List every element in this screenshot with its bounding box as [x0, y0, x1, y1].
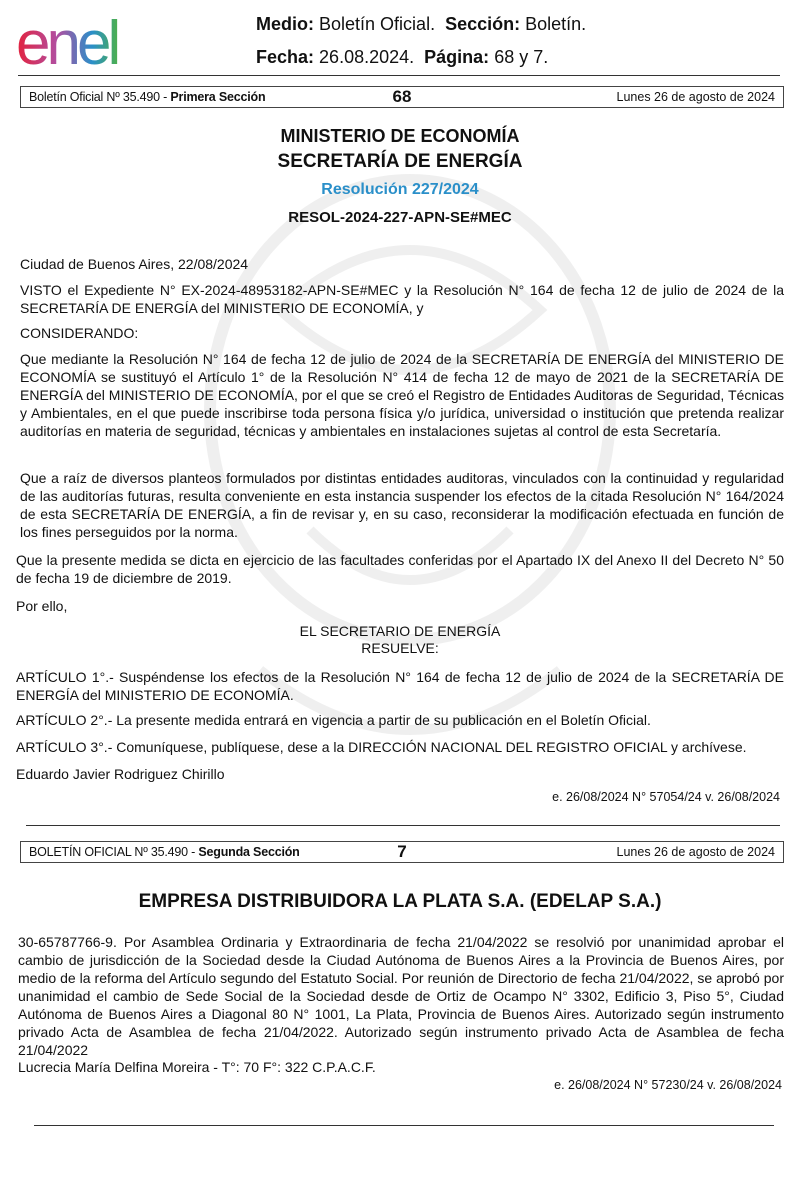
logo-text: enel — [16, 9, 118, 72]
publication-reference-2: e. 26/08/2024 N° 57230/24 v. 26/08/2024 — [554, 1078, 782, 1092]
considerando-label: CONSIDERANDO: — [20, 325, 139, 341]
medio-value: Boletín Oficial. — [319, 14, 436, 34]
band-date: Lunes 26 de agosto de 2024 — [616, 845, 775, 859]
medio-label: Medio: — [256, 14, 314, 34]
resuelve-heading: RESUELVE: — [361, 640, 439, 656]
article-1: ARTÍCULO 1°.- Suspéndense los efectos de la Resolución N° 164 de fecha 12 de julio de 2024 de la SECRETARÍA DE ENERGÍA del MINISTERIO DE ECONOMÍA. — [16, 669, 784, 703]
header-divider — [18, 75, 780, 76]
article-2: ARTÍCULO 2°.- La presente medida entrará en vigencia a partir de su publicación en el Boletín Oficial. — [16, 712, 651, 728]
footer-divider — [34, 1125, 774, 1126]
band-left: Boletín Oficial Nº 35.490 - Primera Sección — [29, 90, 266, 104]
pagina-value: 68 y 7. — [494, 47, 549, 67]
band-left: BOLETÍN OFICIAL Nº 35.490 - Segunda Sección — [29, 845, 300, 859]
secretaria-heading: SECRETARÍA DE ENERGÍA — [277, 151, 523, 172]
publication-reference-1: e. 26/08/2024 N° 57054/24 v. 26/08/2024 — [552, 790, 780, 804]
page-68-header-band — [20, 86, 784, 108]
resolution-title: Resolución 227/2024 — [321, 181, 479, 198]
article-3: ARTÍCULO 3°.- Comuníquese, publíquese, dese a la DIRECCIÓN NACIONAL DEL REGISTRO OFICIAL y archívese. — [16, 739, 747, 755]
band-page-number: 7 — [397, 842, 407, 861]
visto-paragraph: VISTO el Expediente N° EX-2024-48953182-APN-SE#MEC y la Resolución N° 164 de fecha 12 de julio de 2024 de la SECRETARÍA DE ENERGÍA del MINISTERIO DE ECONOMÍA, y — [20, 282, 784, 316]
notice-signer: Lucrecia María Delfina Moreira - T°: 70 F°: 322 C.P.A.C.F. — [18, 1059, 376, 1075]
considerando-paragraph-3: Que la presente medida se dicta en ejercicio de las facultades conferidas por el Apartado IX del Anexo II del Decreto N° 50 de fecha 19 de diciembre de 2019. — [16, 552, 784, 586]
company-heading: EMPRESA DISTRIBUIDORA LA PLATA S.A. (EDELAP S.A.) — [138, 891, 662, 912]
band-page-number: 68 — [392, 87, 412, 106]
resolution-code: RESOL-2024-227-APN-SE#MEC — [288, 209, 512, 226]
considerando-paragraph-2: Que a raíz de diversos planteos formulados por distintas entidades auditoras, vinculados con la continuidad y regularidad de las auditorías futuras, resulta conveniente en esta instancia suspender los efectos de la citada Resolución N° 164/2024 de esta SECRETARÍA DE ENERGÍA, a fin de revisar y, en su caso, reconsiderar la modificación efectuada en función de los fines perseguidos por la norma. — [20, 470, 784, 540]
clipping-medio-line — [256, 14, 586, 35]
fecha-label: Fecha: — [256, 47, 315, 67]
considerando-paragraph-1: Que mediante la Resolución N° 164 de fecha 12 de julio de 2024 de la SECRETARÍA DE ENERGÍA del MINISTERIO DE ECONOMÍA se sustituyó el Artículo 1° de la Resolución N° 414 de fecha 12 de mayo de 2021 de la SECRETARÍA DE ENERGÍA del MINISTERIO DE ECONOMÍA, por el que se creó el Registro de Entidades Auditoras de Seguridad, Técnicas y Ambientales, en el que puede inscribirse toda persona física y/o jurídica, universidad o institución que pretenda realizar auditorías en materia de seguridad, técnicas y ambientales en instalaciones sujetas al control de esta Secretaría. — [20, 351, 784, 439]
signature: Eduardo Javier Rodriguez Chirillo — [16, 766, 225, 782]
ministry-heading: MINISTERIO DE ECONOMÍA — [280, 126, 520, 146]
fecha-value: 26.08.2024. — [319, 47, 415, 67]
band-date: Lunes 26 de agosto de 2024 — [616, 90, 775, 104]
seccion-label: Sección: — [445, 14, 521, 34]
por-ello: Por ello, — [16, 598, 68, 614]
clipping-fecha-line — [256, 47, 548, 68]
pagina-label: Página: — [424, 47, 490, 67]
company-notice-body: 30-65787766-9. Por Asamblea Ordinaria y Extraordinaria de fecha 21/04/2022 se resolvió por unanimidad aprobar el cambio de jurisdicción de la Sociedad desde la Ciudad Autónoma de Buenos Aires a la Provincia de Buenos Aires, por medio de la reforma del Artículo segundo del Estatuto Social. Por reunión de Directorio de fecha 21/04/2022, se aprobó por unanimidad el cambio de Sede Social de la Sociedad desde de Ortiz de Ocampo N° 3302, Edificio 3, Piso 5°, Ciudad Autónoma de Buenos Aires a Diagonal 80 N° 1001, La Plata, Provincia de Buenos Aires. Autorizado según instrumento privado Acta de Asamblea de fecha 21/04/2022. Autorizado según instrumento privado Acta de Asamblea de fecha 21/04/2022 — [18, 934, 784, 1058]
place-date: Ciudad de Buenos Aires, 22/08/2024 — [20, 256, 249, 272]
page-7-header-band — [20, 841, 784, 863]
enel-logo — [16, 8, 186, 72]
seccion-value: Boletín. — [525, 14, 587, 34]
section-divider — [26, 825, 780, 826]
secretario-heading: EL SECRETARIO DE ENERGÍA — [299, 623, 501, 639]
